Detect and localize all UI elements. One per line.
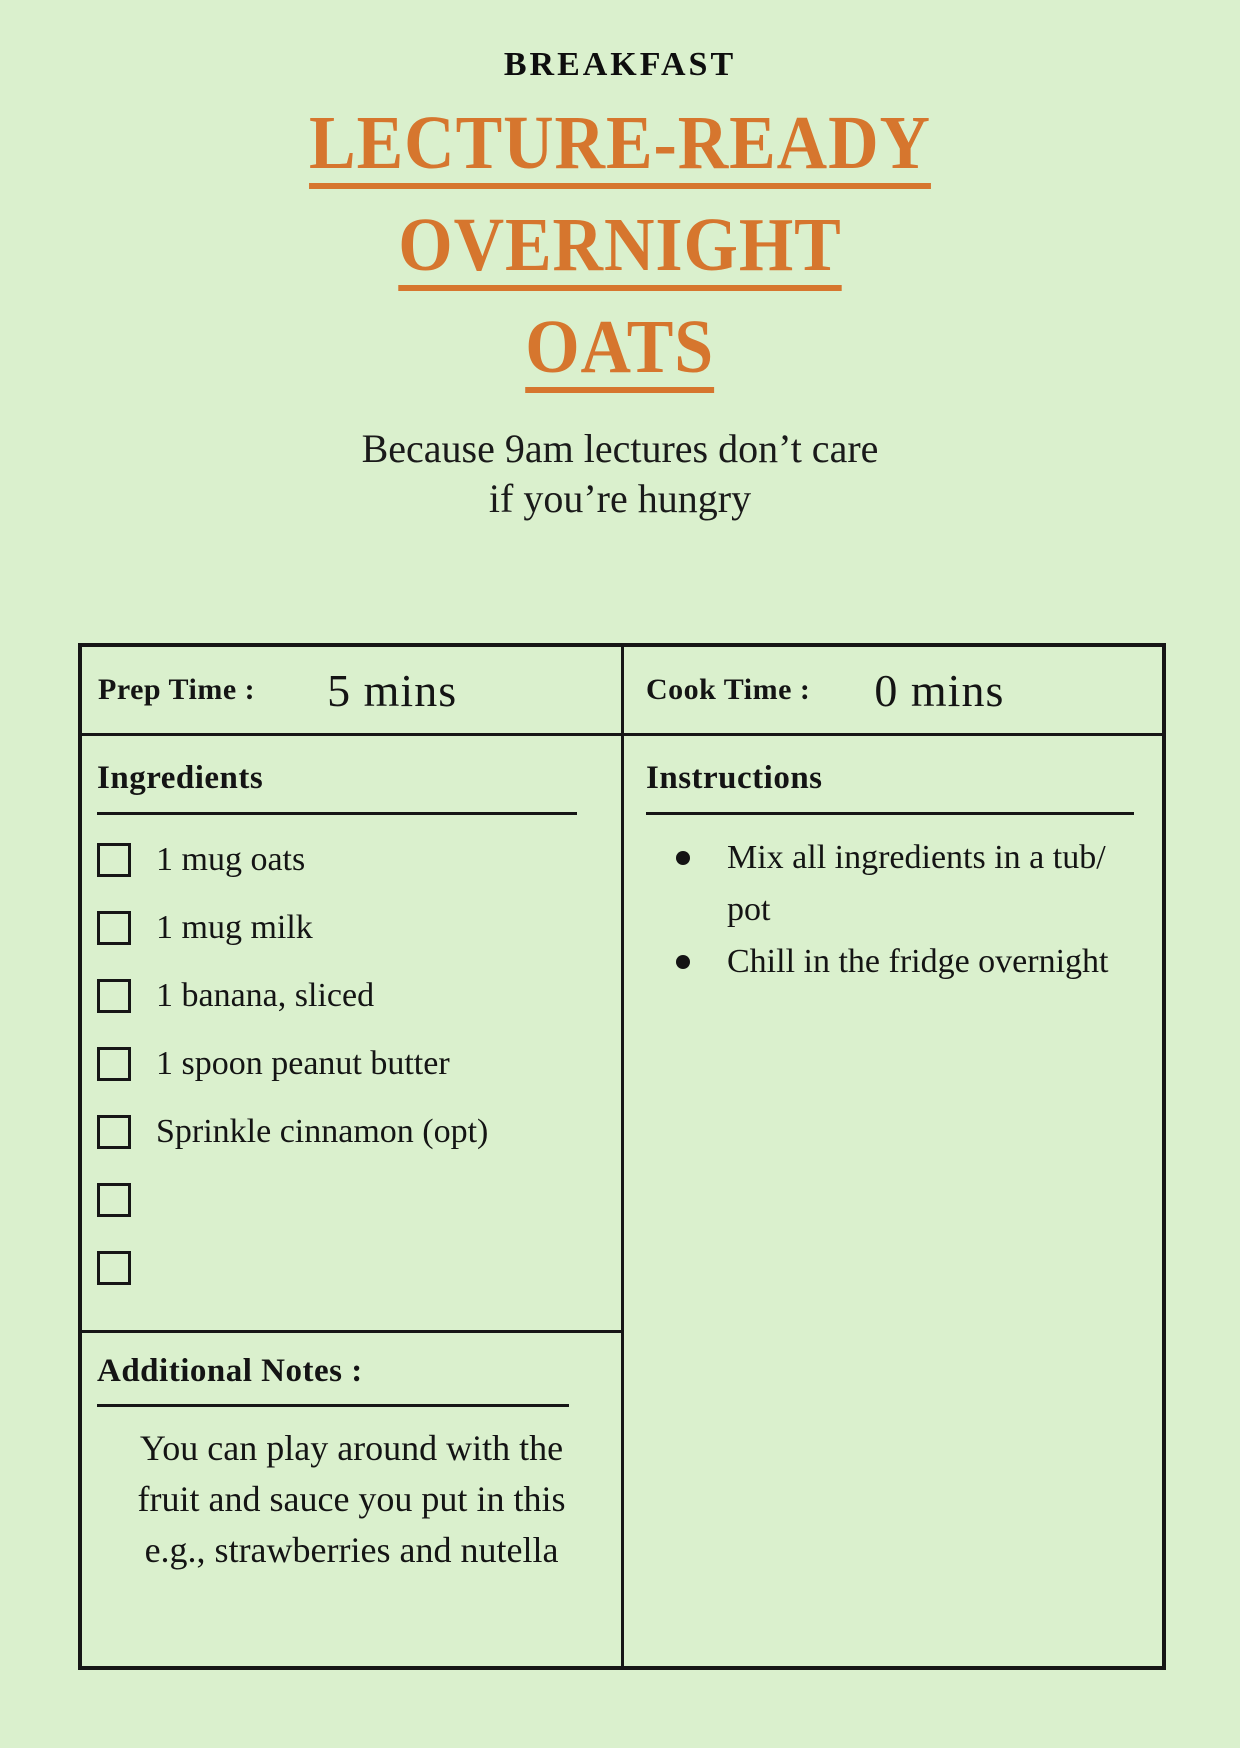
instructions-list [624,832,1162,988]
ingredients-section [82,736,621,1319]
prep-time-label: Prep Time : [98,673,256,706]
subtitle-line: if you’re hungry [488,476,752,521]
checkbox-icon [97,1183,131,1217]
notes-body: You can play around with the fruit and sauce you put in this e.g., strawberries and nutella [137,1428,566,1570]
title-line: OATS [525,305,715,389]
instructions-section [624,736,1162,1666]
category-label: BREAKFAST [503,46,737,83]
ingredients-heading: Ingredients [97,760,264,796]
ingredient-item [97,843,621,877]
instruction-text: Mix all ingredients in a tub/ pot [727,839,1106,928]
instructions-underline [646,812,1134,815]
checkbox-icon [97,1251,131,1285]
ingredient-label: Sprinkle cinnamon (opt) [156,1113,489,1150]
ingredient-label: 1 mug milk [156,909,313,946]
recipe-subtitle [0,424,1240,524]
prep-time-value: 5 mins [327,664,458,716]
checkbox-icon [97,911,131,945]
recipe-title [0,92,1240,398]
instructions-heading: Instructions [646,760,823,796]
title-line: OVERNIGHT [398,203,842,287]
checkbox-icon [97,979,131,1013]
ingredient-item [97,911,621,945]
ingredient-item [97,1047,621,1081]
checkbox-icon [97,1115,131,1149]
ingredient-item [97,1183,621,1217]
ingredient-label: 1 mug oats [156,841,306,878]
notes-underline [97,1404,569,1407]
instruction-item [624,832,1162,936]
ingredient-label: 1 spoon peanut butter [156,1045,450,1082]
notes-section [82,1333,621,1666]
bullet-icon [676,955,690,969]
ingredients-underline [97,812,577,815]
cook-time-value: 0 mins [874,664,1005,716]
ingredient-item [97,1115,621,1149]
ingredient-item [97,1251,621,1285]
ingredient-label: 1 banana, sliced [156,977,375,1014]
checkbox-icon [97,843,131,877]
title-line: LECTURE-READY [309,101,931,185]
bullet-icon [676,851,690,865]
checkbox-icon [97,1047,131,1081]
subtitle-line: Because 9am lectures don’t care [361,426,879,471]
cook-time-cell [624,647,1162,733]
cook-time-label: Cook Time : [646,673,811,706]
recipe-info-table [78,643,1166,1670]
instruction-text: Chill in the fridge overnight [727,943,1109,980]
instruction-item [624,936,1162,988]
ingredients-list [97,843,621,1285]
prep-time-cell [82,647,621,733]
ingredient-item [97,979,621,1013]
notes-heading: Additional Notes : [97,1353,363,1389]
